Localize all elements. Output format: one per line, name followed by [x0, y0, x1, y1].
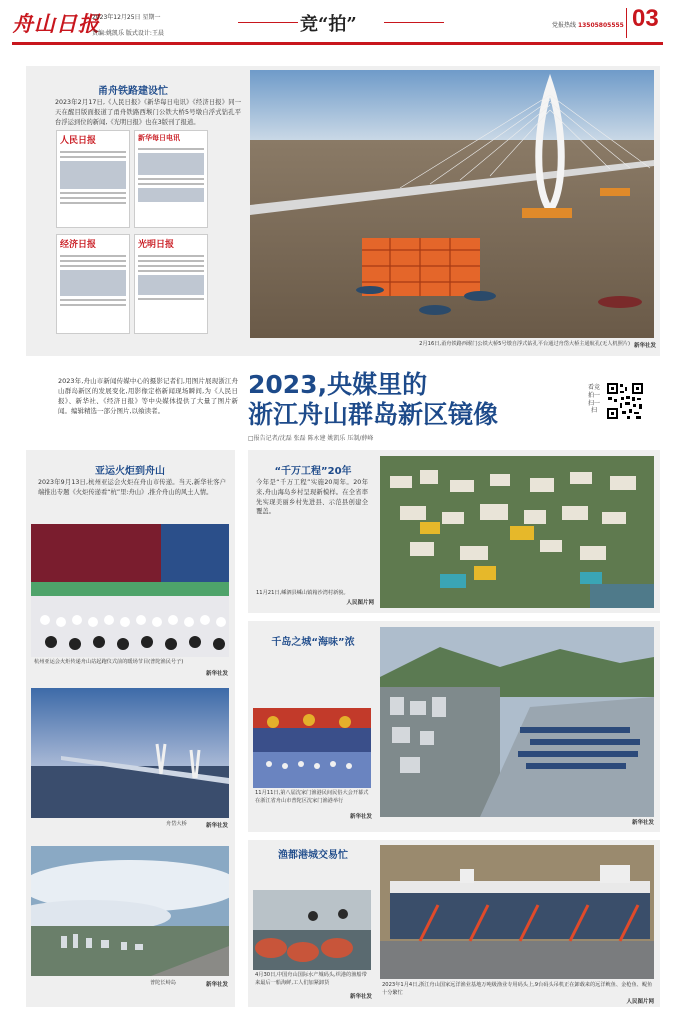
newspaper-jingji [56, 234, 130, 334]
changzhi-island-photo [31, 846, 229, 976]
hotline-label: 党报热线 [552, 22, 577, 29]
village-caption: 11月21日,嵊泗县嵊山镇箱沙湾村新貌。 [256, 590, 349, 596]
masthead-logo: 舟山日报 [12, 11, 100, 36]
island-caption: 普陀长峙岛 [150, 980, 176, 986]
newspaper-masthead: 光明日报 [138, 240, 175, 250]
unloading-source: 新华社发 [349, 994, 372, 1000]
main-headline [248, 370, 498, 429]
torch-caption: 杭州亚运会火炬传递舟山站起跑仪式前的暖场节目(普陀渔民号子) [34, 659, 184, 665]
thousand-project-text: 今年是“千万工程”实施20周年。20年来,舟山海岛乡村呈现新模样。在全省率先实现美丽乡村先进县、示范县创建全覆盖。 [256, 479, 368, 516]
village-photo [380, 456, 654, 608]
qr-code-icon[interactable] [606, 382, 644, 420]
asian-games-text: 2023年9月13日,杭州亚运会火炬在舟山市传递。当天,新华社客户端推出专题《火炬传递看“杭”里:舟山》,推介舟山的风土人情。 [38, 479, 226, 496]
headline-credits: □报告记者/沈磊 张磊 陈永建 姚凯乐 压制/薛峰 [248, 435, 374, 442]
island-source: 新华社发 [205, 982, 228, 988]
newspaper-masthead: 新华每日电讯 [138, 133, 180, 142]
bridge-source: 新华社发 [205, 823, 228, 829]
festival-caption: 11月11日,第八届沈家门渔港民间民俗大会开幕式在浙江省舟山市普陀区沈家门渔港举行 [255, 790, 369, 804]
headline-line-1: 2023,央媒里的 [248, 370, 428, 399]
qr-label: 看竞拍一扫一扫 [587, 384, 600, 415]
village-source: 人民图片网 [346, 600, 374, 606]
section-rule-right [384, 22, 444, 23]
intro-text: 2023年,舟山市新闻传媒中心的摄影记者们,用图片展现浙江舟山群岛新区的发展变化,用影像定格新闻现场瞬间,为《人民日报》、新华社、《经济日报》等中央媒体提供了大量了图片新闻。编辑精选一部分图片,以飨读者。 [58, 377, 238, 416]
railway-title: 甬舟铁路建设忙 [98, 86, 168, 97]
torch-ceremony-photo [31, 524, 229, 657]
railway-source: 新华社发 [633, 343, 656, 349]
thousand-project-title: “千万工程”20年 [274, 466, 352, 477]
railway-caption-text: 2月16日,甬舟铁路西堠门公铁大桥5号墩自浮式钻孔平台通过舟岱大桥主通航孔(无人机照片) [419, 341, 630, 347]
seafood-unloading-photo [253, 890, 371, 970]
editors-line: 责编:姚凯乐 版式设计:王晨 [92, 30, 164, 37]
newspaper-guangming [134, 234, 208, 334]
hotline-number: 13505805555 [577, 22, 624, 29]
daishan-bridge-photo [31, 688, 229, 818]
headline-line-2: 浙江舟山群岛新区镜像 [248, 399, 499, 429]
masthead-divider [626, 8, 627, 38]
section-title: 竞“拍” [300, 14, 357, 35]
fishing-port-source: 新华社发 [631, 820, 654, 826]
fishing-port-photo [380, 627, 654, 817]
bridge-platform-photo [250, 70, 654, 338]
page-number: 03 [632, 5, 659, 32]
folk-festival-photo [253, 708, 371, 788]
newspaper-masthead: 人民日报 [60, 136, 97, 146]
issue-date: 2023年12月25日 星期一 [92, 14, 161, 21]
cargo-dock-photo [380, 845, 654, 979]
masthead-rule [12, 42, 663, 45]
section-rule-left [238, 22, 298, 23]
cargo-dock-caption: 2023年1月4日,浙江舟山国家远洋渔业基地万吨级渔业专用码头上,9台码头吊机正在卸载来的远洋鱿鱼、金枪鱼、鳀鱼十分繁忙 [382, 982, 653, 996]
hotline [552, 20, 624, 29]
fishing-trade-title: 渔都港城交易忙 [278, 850, 348, 861]
cargo-dock-source: 人民图片网 [626, 999, 654, 1005]
seafood-title: 千岛之城“海味”浓 [271, 637, 355, 648]
newspaper-masthead: 经济日报 [60, 240, 97, 250]
newspaper-renmin [56, 130, 130, 228]
railway-caption [344, 341, 630, 349]
torch-source: 新华社发 [205, 671, 228, 677]
bridge-caption: 舟岱大桥 [166, 821, 187, 827]
newspaper-xinhua [134, 130, 208, 228]
festival-source: 新华社发 [349, 814, 372, 820]
unloading-caption: 4月30日,中国舟山国际水产城码头,织港的渔船带来最后一船海鲜,工人们加紧卸货 [255, 972, 367, 986]
asian-games-title: 亚运火炬到舟山 [95, 466, 165, 477]
railway-text: 2023年2月17日,《人民日报》《新华每日电讯》《经济日报》同一天在醒目版面报道了甬舟铁路西堠门公铁大桥5号墩自浮式钻孔平台浮运到位的新闻,《光明日报》也在3版刊了报道。 [55, 99, 241, 126]
